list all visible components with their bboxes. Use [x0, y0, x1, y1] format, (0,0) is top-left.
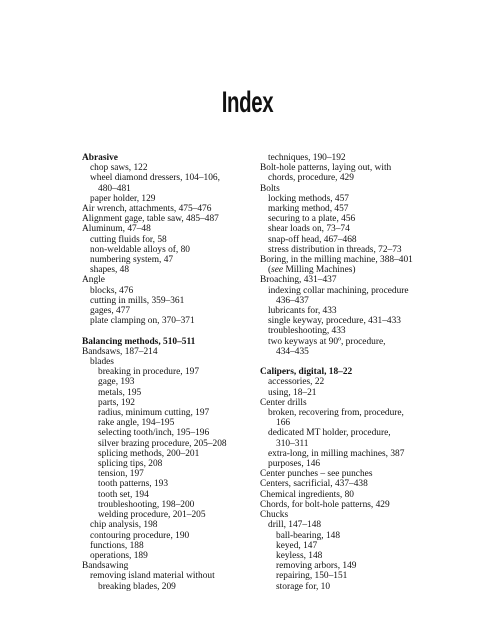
index-subentry: broken, recovering from, procedure,: [268, 408, 404, 419]
section-gap: [260, 357, 430, 367]
index-subentry: removing arbors, 149: [276, 561, 357, 572]
index-subentry: wheel diamond dressers, 104–106,: [90, 173, 220, 184]
index-subentry: cutting in mills, 359–361: [90, 295, 185, 306]
index-subentry: 166: [276, 418, 291, 429]
index-subentry: blades: [90, 357, 114, 368]
index-entry: Boring, in the milling machine, 388–401: [260, 255, 413, 266]
index-entry: Bolt-hole patterns, laying out, with: [260, 163, 392, 174]
index-subentry: gage, 193: [98, 377, 135, 388]
index-entry: Abrasive: [82, 153, 118, 163]
index-subentry: shapes, 48: [90, 265, 130, 276]
index-entry: Center drills: [260, 397, 307, 408]
section-gap: [82, 326, 242, 336]
index-subentry: removing island material without: [90, 571, 215, 582]
index-subentry: metals, 195: [98, 387, 142, 398]
index-subentry: ball-bearing, 148: [276, 530, 341, 541]
index-subentry: breaking in procedure, 197: [98, 367, 200, 378]
index-entry: Balancing methods, 510–511: [82, 336, 196, 347]
index-subentry: operations, 189: [90, 550, 148, 561]
index-entry: Center punches – see punches: [260, 469, 373, 480]
index-subentry: (see Milling Machines): [268, 265, 356, 276]
index-column-right: [260, 153, 430, 592]
index-subentry: snap-off head, 467–468: [268, 234, 357, 245]
index-entry: Chemical ingredients, 80: [260, 489, 354, 500]
index-subentry: 436–437: [276, 295, 309, 306]
index-subentry: storage for, 10: [276, 581, 331, 592]
index-entry: Angle: [82, 275, 105, 286]
index-entry: Chucks: [260, 510, 289, 521]
index-subentry: chords, procedure, 429: [268, 173, 354, 184]
index-subentry: welding procedure, 201–205: [98, 510, 206, 521]
index-subentry: splicing methods, 200–201: [98, 448, 200, 459]
index-subentry: 434–435: [276, 346, 309, 357]
index-subentry: troubleshooting, 433: [268, 326, 346, 337]
index-subentry: securing to a plate, 456: [268, 214, 356, 225]
index-entry: Bolts: [260, 183, 280, 194]
index-subentry: cutting fluids for, 58: [90, 234, 167, 245]
index-subentry: splicing tips, 208: [98, 459, 163, 470]
index-subentry: tension, 197: [98, 469, 144, 480]
index-subentry: tooth patterns, 193: [98, 479, 169, 490]
index-entry: Calipers, digital, 18–22: [260, 367, 353, 378]
index-subentry: silver brazing procedure, 205–208: [98, 438, 227, 449]
index-subentry: radius, minimum cutting, 197: [98, 408, 210, 419]
index-subentry: 310–311: [276, 438, 309, 449]
index-entry: Aluminum, 47–48: [82, 224, 151, 235]
index-subentry: selecting tooth/inch, 195–196: [98, 428, 210, 439]
index-entry: Centers, sacrificial, 437–438: [260, 479, 368, 490]
index-subentry: repairing, 150–151: [276, 571, 348, 582]
index-subentry: gages, 477: [90, 306, 131, 317]
index-subentry: paper holder, 129: [90, 193, 156, 204]
index-subentry: keyless, 148: [276, 550, 323, 561]
index-entry: Bandsawing: [82, 561, 129, 572]
index-subentry: rake angle, 194–195: [98, 418, 175, 429]
index-subentry: purposes, 146: [268, 459, 321, 470]
index-subentry: using, 18–21: [268, 387, 317, 398]
index-subentry: troubleshooting, 198–200: [98, 499, 195, 510]
index-subentry: parts, 192: [98, 397, 135, 408]
index-subentry: dedicated MT holder, procedure,: [268, 428, 391, 439]
index-subentry: drill, 147–148: [268, 520, 322, 531]
index-subentry: two keyways at 90º, procedure,: [268, 336, 386, 347]
index-entry: Alignment gage, table saw, 485–487: [82, 214, 219, 225]
index-subentry: tooth set, 194: [98, 489, 149, 500]
index-entry: Air wrench, attachments, 475–476: [82, 204, 212, 215]
index-subentry: locking methods, 457: [268, 193, 349, 204]
index-subentry: accessories, 22: [268, 377, 325, 388]
index-subentry: plate clamping on, 370–371: [90, 316, 195, 327]
index-subentry: stress distribution in threads, 72–73: [268, 244, 402, 255]
index-subentry: shear loads on, 73–74: [268, 224, 350, 235]
index-subentry: extra-long, in milling machines, 387: [268, 448, 405, 459]
index-subentry: indexing collar machining, procedure: [268, 285, 409, 296]
index-entry: Bandsaws, 187–214: [82, 346, 158, 357]
index-subentry: chop saws, 122: [90, 163, 148, 174]
index-subentry: non-weldable alloys of, 80: [90, 244, 190, 255]
index-column-left: [82, 153, 242, 592]
index-subentry: contouring procedure, 190: [90, 530, 190, 541]
index-subentry: chip analysis, 198: [90, 520, 158, 531]
index-subentry: lubricants for, 433: [268, 306, 337, 317]
index-subentry: keyed, 147: [276, 540, 318, 551]
index-subentry: single keyway, procedure, 431–433: [268, 316, 401, 327]
index-subentry: marking method, 457: [268, 204, 349, 215]
index-subentry: functions, 188: [90, 540, 144, 551]
index-entry: Chords, for bolt-hole patterns, 429: [260, 499, 390, 510]
index-subentry: 480–481: [98, 183, 131, 194]
index-subentry: breaking blades, 209: [98, 581, 176, 592]
index-subentry: blocks, 476: [90, 285, 134, 296]
index-entry: Broaching, 431–437: [260, 275, 337, 286]
page-title: Index: [221, 86, 274, 119]
index-subentry: numbering system, 47: [90, 255, 174, 266]
index-subentry: techniques, 190–192: [268, 153, 346, 163]
